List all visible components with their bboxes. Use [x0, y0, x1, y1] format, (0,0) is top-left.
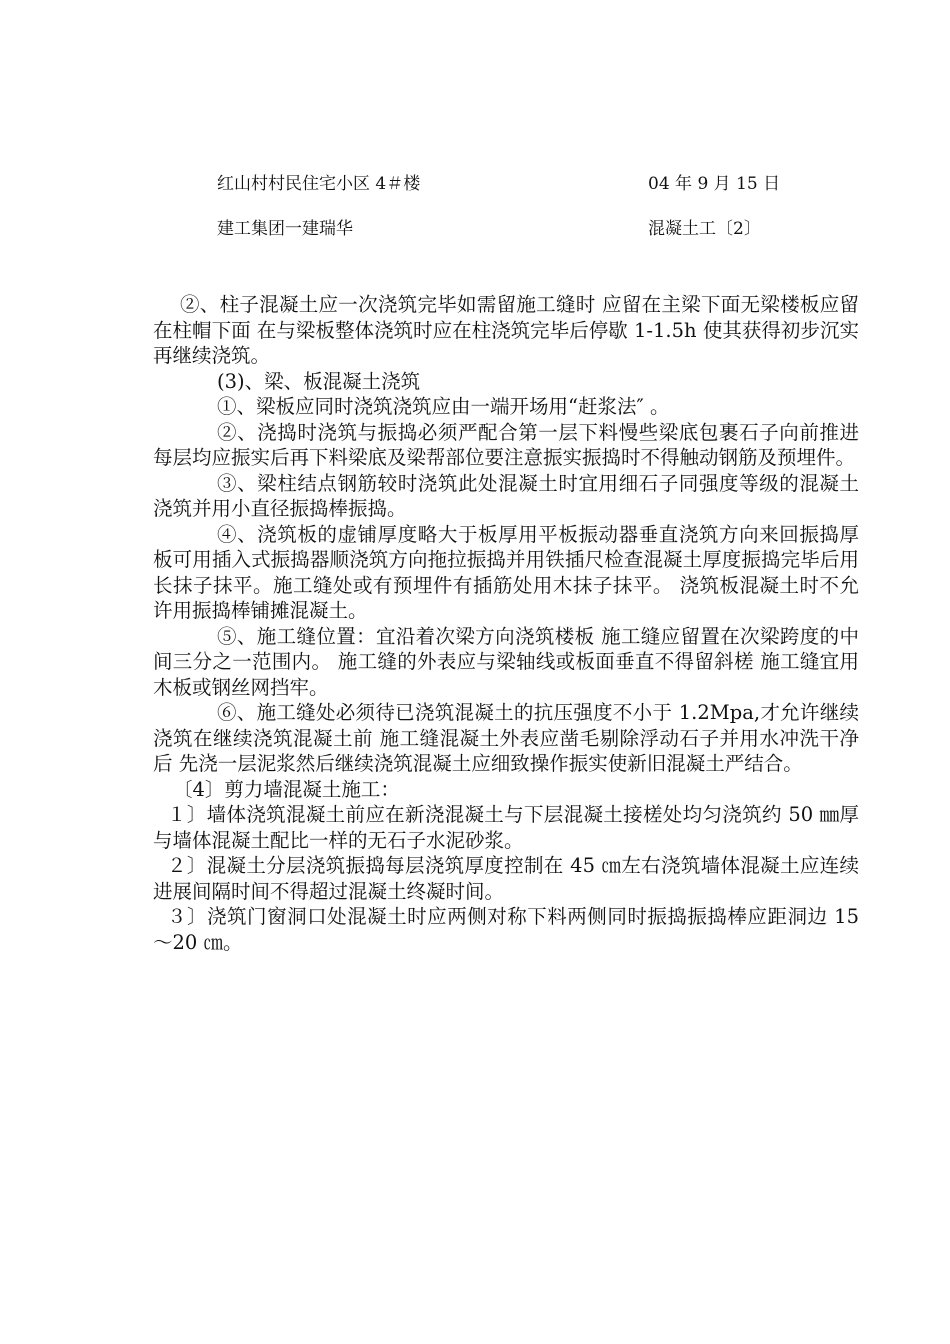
- project-name: 红山村村民住宅小区 4＃楼: [217, 174, 421, 194]
- paragraph-column-pour: ②、柱子混凝土应一次浇筑完毕如需留施工缝时 应留在主梁下面无梁楼板应留在柱帽下面 在与梁板整体浇筑时应在柱浇筑完毕后停歇 1-1.5h 使其获得初步沉实再继续浇筑。: [153, 293, 859, 367]
- document-body: [153, 292, 859, 955]
- paragraph-slab-pour: ④、浇筑板的虚铺厚度略大于板厚用平板振动器垂直浇筑方向来回振捣厚板可用插入式振捣器顺浇筑方向拖拉振捣并用铁插尺检查混凝土厚度振捣完毕后用长抹子抹平。施工缝处或有预埋件有插筋处用木抹子抹平。 浇筑板混凝土时不允许用振捣棒铺摊混凝土。: [153, 522, 859, 622]
- document-date: 04 年 9 月 15 日: [648, 174, 781, 194]
- paragraph-wall-mortar: １〕墙体浇筑混凝土前应在新浇混凝土与下层混凝土接槎处均匀浇筑约 50 ㎜厚与墙体混凝土配比一样的无石子水泥砂浆。: [153, 803, 859, 852]
- paragraph-joint-location: ⑤、施工缝位置：宜沿着次梁方向浇筑楼板 施工缝应留置在次梁跨度的中间三分之一范围内。 施工缝的外表应与梁轴线或板面垂直不得留斜槎 施工缝宜用木板或钢丝网挡牢。: [153, 624, 859, 699]
- paragraph-beam-slab-method: ①、梁板应同时浇筑浇筑应由一端开场用“赶浆法″ 。: [217, 395, 670, 418]
- paragraph-wall-layers: ２〕混凝土分层浇筑振捣每层浇筑厚度控制在 45 ㎝左右浇筑墙体混凝土应连续进展间隔时间不得超过混凝土终凝时间。: [153, 854, 859, 903]
- paragraph-beam-column-joint: ③、梁柱结点钢筋较时浇筑此处混凝土时宜用细石子同强度等级的混凝土浇筑并用小直径振捣棒振捣。: [153, 471, 859, 520]
- paragraph-joint-treatment: ⑥、施工缝处必须待已浇筑混凝土的抗压强度不小于 1.2Mpa,才允许继续浇筑在继续浇筑混凝土前 施工缝混凝土外表应凿毛剔除浮动石子并用水冲洗干净后 先浇一层泥浆然后继续浇筑混凝土应细致操作振实使新旧混凝土严结合。: [153, 701, 859, 775]
- section-heading-shear-wall: 〔4〕剪力墙混凝土施工：: [173, 777, 400, 801]
- section-heading-beam-slab: (3)、梁、板混凝土浇筑: [217, 369, 421, 393]
- paragraph-openings: ３〕浇筑门窗洞口处混凝土时应两侧对称下料两侧同时振捣振捣棒应距洞边 15～20 ㎝。: [153, 905, 859, 954]
- header-row-2: [0, 217, 950, 241]
- paragraph-vibration: ②、浇捣时浇筑与振捣必须严配合第一层下料慢些梁底包裹石子向前推进每层均应振实后再下料梁底及梁帮部位要注意振实振捣时不得触动钢筋及预埋件。: [153, 420, 859, 469]
- company-name: 建工集团一建瑞华: [217, 219, 353, 239]
- work-type: 混凝土工〔2〕: [648, 219, 761, 239]
- header-row-1: [0, 172, 950, 196]
